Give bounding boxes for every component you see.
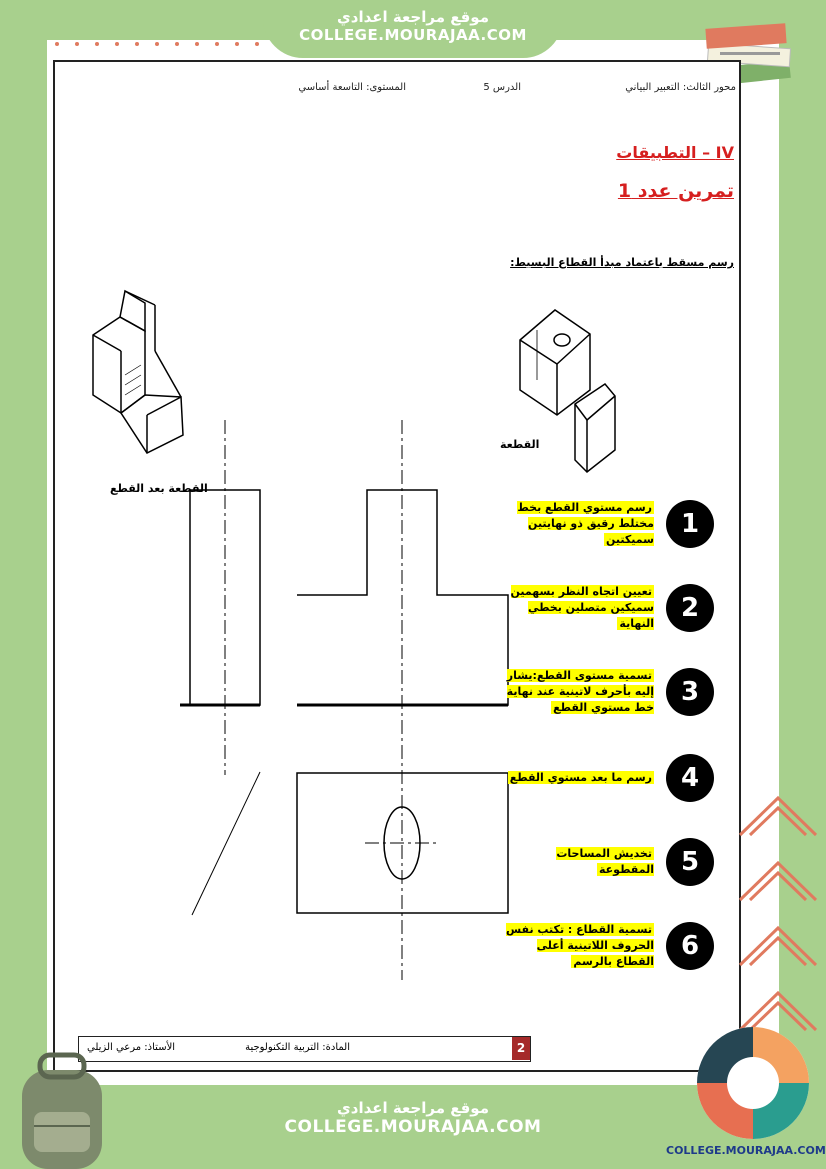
subject-name: المادة: التربية التكنولوجية <box>245 1042 350 1053</box>
step-number: 4 <box>666 754 714 802</box>
decorative-dots <box>55 42 259 46</box>
label-piece: القطعة <box>500 438 540 451</box>
step-number: 6 <box>666 922 714 970</box>
page-number: 2 <box>512 1037 530 1060</box>
site-url[interactable]: COLLEGE.MOURAJAA.COM <box>299 26 527 44</box>
step-text: تعيين اتجاه النظر بسهمين سميكين متصلين بخطي النهاية <box>510 585 654 630</box>
teacher-name: الأستاذ: مرعي الزيلي <box>87 1042 176 1053</box>
chevron-decoration-icon <box>735 790 821 1040</box>
header-topic: محور الثالث: التعبير البياني <box>625 82 736 93</box>
exercise-title: تمرين عدد 1 <box>617 180 734 202</box>
step-4 <box>504 754 714 802</box>
bottom-site-banner[interactable] <box>263 1085 563 1169</box>
step-text: تسمية مستوى القطع:يشار إليه بأحرف لاتينية عند نهاية خط مستوي القطع <box>506 669 654 714</box>
header-level: المستوى: التاسعة أساسي <box>298 82 406 93</box>
piece-after-cut-drawing <box>85 285 195 455</box>
step-text: تسمية القطاع : تكتب نفس الحروف اللاتينية أعلى القطاع بالرسم <box>505 923 654 968</box>
step-5 <box>504 838 714 886</box>
step-text: رسم مستوي القطع بخط مختلط رقيق ذو نهايتين سميكتين <box>517 501 654 546</box>
orthographic-views <box>180 410 520 990</box>
section-title: IV – التطبيقات <box>616 143 734 162</box>
step-number: 3 <box>666 668 714 716</box>
step-number: 5 <box>666 838 714 886</box>
brand-url[interactable]: COLLEGE.MOURAJAA.COM <box>666 1144 826 1157</box>
step-number: 2 <box>666 584 714 632</box>
site-name: موقع مراجعة اعدادي <box>337 8 489 26</box>
site-url[interactable]: COLLEGE.MOURAJAA.COM <box>284 1117 542 1137</box>
header-lesson: الدرس 5 <box>483 82 521 93</box>
step-text: تخديش المساحات المقطوعة <box>556 847 654 876</box>
step-3 <box>504 668 714 716</box>
backpack-icon <box>10 1050 115 1169</box>
step-1 <box>504 500 714 548</box>
top-site-banner[interactable] <box>263 0 563 58</box>
instruction: رسم مسقط باعتماد مبدأ القطاع البسيط: <box>510 256 734 269</box>
site-name: موقع مراجعة اعدادي <box>337 1099 489 1117</box>
step-text: رسم ما بعد مستوي القطع <box>509 771 652 785</box>
step-2 <box>504 584 714 632</box>
college-logo-icon <box>694 1024 812 1142</box>
step-number: 1 <box>666 500 714 548</box>
label-piece-after-cut: القطعة بعد القطع <box>110 482 208 495</box>
step-6 <box>504 922 714 970</box>
page-footer <box>78 1036 531 1062</box>
